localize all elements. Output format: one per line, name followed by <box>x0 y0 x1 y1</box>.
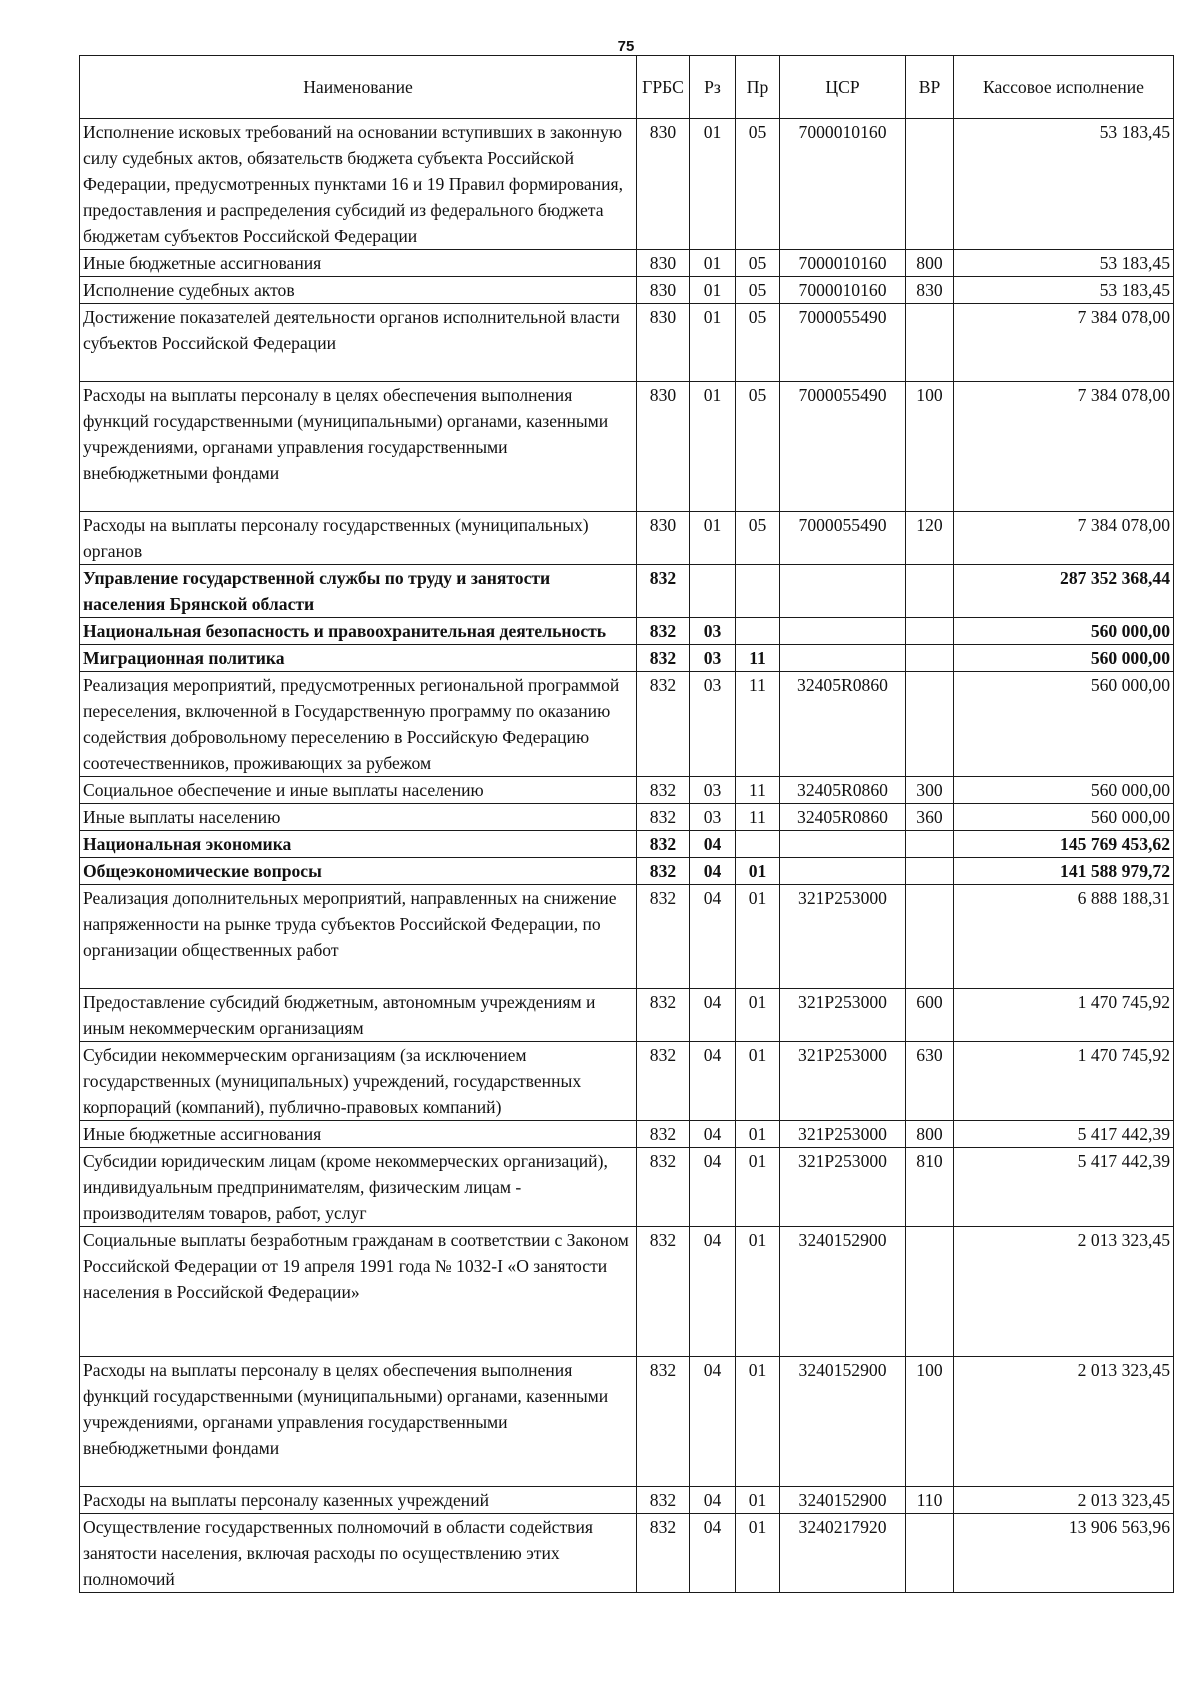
row-grbs: 832 <box>637 645 690 672</box>
row-vr <box>906 885 954 989</box>
row-amount: 1 470 745,92 <box>954 1042 1174 1121</box>
row-amount: 560 000,00 <box>954 672 1174 777</box>
row-amount: 5 417 442,39 <box>954 1121 1174 1148</box>
row-rz: 04 <box>690 858 736 885</box>
row-pr: 05 <box>736 382 780 512</box>
row-vr: 100 <box>906 382 954 512</box>
row-amount: 145 769 453,62 <box>954 831 1174 858</box>
row-name: Расходы на выплаты персоналу государственных (муниципальных) органов <box>80 512 637 565</box>
row-rz: 01 <box>690 512 736 565</box>
row-pr <box>736 618 780 645</box>
row-csr: 7000055490 <box>780 512 906 565</box>
row-grbs: 832 <box>637 989 690 1042</box>
table-body <box>80 119 1174 1593</box>
row-grbs: 832 <box>637 1148 690 1227</box>
row-pr: 11 <box>736 777 780 804</box>
row-name: Национальная безопасность и правоохранительная деятельность <box>80 618 637 645</box>
header-vr: ВР <box>906 56 954 119</box>
row-amount: 560 000,00 <box>954 618 1174 645</box>
table-row <box>80 277 1174 304</box>
row-rz: 04 <box>690 1121 736 1148</box>
row-rz: 01 <box>690 382 736 512</box>
row-grbs: 832 <box>637 672 690 777</box>
row-grbs: 832 <box>637 777 690 804</box>
row-name: Достижение показателей деятельности органов исполнительной власти субъектов Российской Федерации <box>80 304 637 382</box>
row-pr: 01 <box>736 1042 780 1121</box>
row-vr: 800 <box>906 250 954 277</box>
row-grbs: 832 <box>637 618 690 645</box>
row-csr: 7000055490 <box>780 382 906 512</box>
row-rz: 04 <box>690 1514 736 1593</box>
row-pr: 05 <box>736 119 780 250</box>
row-name: Исполнение судебных актов <box>80 277 637 304</box>
row-amount: 53 183,45 <box>954 250 1174 277</box>
row-grbs: 832 <box>637 831 690 858</box>
row-amount: 1 470 745,92 <box>954 989 1174 1042</box>
row-pr <box>736 831 780 858</box>
table-row <box>80 989 1174 1042</box>
row-rz: 04 <box>690 1227 736 1357</box>
row-grbs: 830 <box>637 250 690 277</box>
row-rz: 03 <box>690 618 736 645</box>
row-rz: 03 <box>690 645 736 672</box>
row-amount: 7 384 078,00 <box>954 304 1174 382</box>
row-pr: 11 <box>736 672 780 777</box>
row-grbs: 830 <box>637 277 690 304</box>
row-amount: 2 013 323,45 <box>954 1227 1174 1357</box>
row-amount: 141 588 979,72 <box>954 858 1174 885</box>
row-name: Субсидии некоммерческим организациям (за исключением государственных (муниципальных) учреждений, государственных корпораций (компаний), публично-правовых компаний) <box>80 1042 637 1121</box>
row-rz: 04 <box>690 989 736 1042</box>
row-csr: 7000010160 <box>780 119 906 250</box>
row-pr: 01 <box>736 1487 780 1514</box>
row-grbs: 832 <box>637 1487 690 1514</box>
row-csr: 32405R0860 <box>780 777 906 804</box>
row-pr <box>736 565 780 618</box>
table-row <box>80 858 1174 885</box>
table-row <box>80 1148 1174 1227</box>
row-vr: 110 <box>906 1487 954 1514</box>
row-name: Миграционная политика <box>80 645 637 672</box>
row-grbs: 832 <box>637 1042 690 1121</box>
row-vr: 100 <box>906 1357 954 1487</box>
row-grbs: 832 <box>637 858 690 885</box>
table-row <box>80 618 1174 645</box>
row-grbs: 832 <box>637 1227 690 1357</box>
row-csr: 3240152900 <box>780 1487 906 1514</box>
row-name: Социальные выплаты безработным гражданам в соответствии с Законом Российской Федерации от 19 апреля 1991 года № 1032-I «О занятости населения в Российской Федерации» <box>80 1227 637 1357</box>
table-row <box>80 1487 1174 1514</box>
row-name: Расходы на выплаты персоналу казенных учреждений <box>80 1487 637 1514</box>
table-row <box>80 1227 1174 1357</box>
row-csr: 321P253000 <box>780 989 906 1042</box>
row-csr: 7000010160 <box>780 250 906 277</box>
row-pr: 01 <box>736 1148 780 1227</box>
row-vr: 630 <box>906 1042 954 1121</box>
row-grbs: 832 <box>637 1357 690 1487</box>
table-row <box>80 831 1174 858</box>
table-row <box>80 777 1174 804</box>
row-amount: 2 013 323,45 <box>954 1487 1174 1514</box>
row-csr: 321P253000 <box>780 1042 906 1121</box>
table-row <box>80 250 1174 277</box>
header-row <box>80 56 1174 119</box>
header-pr: Пр <box>736 56 780 119</box>
row-vr <box>906 672 954 777</box>
row-csr: 321P253000 <box>780 1148 906 1227</box>
row-name: Иные выплаты населению <box>80 804 637 831</box>
row-grbs: 830 <box>637 382 690 512</box>
row-vr <box>906 858 954 885</box>
row-csr <box>780 831 906 858</box>
row-csr: 3240152900 <box>780 1227 906 1357</box>
row-grbs: 832 <box>637 565 690 618</box>
header-amount: Кассовое исполнение <box>954 56 1174 119</box>
row-csr <box>780 858 906 885</box>
table-header <box>80 56 1174 119</box>
row-rz: 04 <box>690 885 736 989</box>
row-vr: 810 <box>906 1148 954 1227</box>
row-rz: 04 <box>690 1148 736 1227</box>
table-row <box>80 1121 1174 1148</box>
row-csr: 7000055490 <box>780 304 906 382</box>
row-pr: 11 <box>736 645 780 672</box>
header-name: Наименование <box>80 56 637 119</box>
row-pr: 05 <box>736 304 780 382</box>
row-amount: 6 888 188,31 <box>954 885 1174 989</box>
row-csr: 3240217920 <box>780 1514 906 1593</box>
row-vr: 800 <box>906 1121 954 1148</box>
row-amount: 287 352 368,44 <box>954 565 1174 618</box>
row-grbs: 832 <box>637 1514 690 1593</box>
row-name: Осуществление государственных полномочий в области содействия занятости населения, включая расходы по осуществлению этих полномочий <box>80 1514 637 1593</box>
table-row <box>80 804 1174 831</box>
table-row <box>80 645 1174 672</box>
row-csr <box>780 645 906 672</box>
row-pr: 11 <box>736 804 780 831</box>
row-rz: 03 <box>690 672 736 777</box>
row-name: Исполнение исковых требований на основании вступивших в законную силу судебных актов, обязательств бюджета субъекта Российской Федерации, предусмотренных пунктами 16 и 19 Правил формирования, предоставления и распределения субсидий из федерального бюджета бюджетам субъектов Российской Федерации <box>80 119 637 250</box>
row-name: Субсидии юридическим лицам (кроме некоммерческих организаций), индивидуальным предпринимателям, физическим лицам - производителям товаров, работ, услуг <box>80 1148 637 1227</box>
row-vr <box>906 119 954 250</box>
row-csr: 321P253000 <box>780 885 906 989</box>
row-amount: 7 384 078,00 <box>954 382 1174 512</box>
row-name: Иные бюджетные ассигнования <box>80 250 637 277</box>
row-vr <box>906 1227 954 1357</box>
row-pr: 01 <box>736 989 780 1042</box>
row-pr: 01 <box>736 885 780 989</box>
row-amount: 5 417 442,39 <box>954 1148 1174 1227</box>
row-amount: 560 000,00 <box>954 645 1174 672</box>
row-vr <box>906 565 954 618</box>
row-pr: 01 <box>736 858 780 885</box>
table-row <box>80 119 1174 250</box>
row-vr <box>906 831 954 858</box>
row-grbs: 830 <box>637 304 690 382</box>
row-grbs: 830 <box>637 512 690 565</box>
row-vr <box>906 618 954 645</box>
table-row <box>80 1357 1174 1487</box>
row-name: Национальная экономика <box>80 831 637 858</box>
row-amount: 53 183,45 <box>954 119 1174 250</box>
row-vr: 600 <box>906 989 954 1042</box>
row-rz: 01 <box>690 119 736 250</box>
header-grbs: ГРБС <box>637 56 690 119</box>
row-csr <box>780 565 906 618</box>
row-csr: 3240152900 <box>780 1357 906 1487</box>
row-csr: 321P253000 <box>780 1121 906 1148</box>
table-row <box>80 565 1174 618</box>
row-amount: 560 000,00 <box>954 777 1174 804</box>
row-rz: 03 <box>690 804 736 831</box>
row-pr: 05 <box>736 277 780 304</box>
row-name: Реализация дополнительных мероприятий, направленных на снижение напряженности на рынке труда субъектов Российской Федерации, по организации общественных работ <box>80 885 637 989</box>
row-vr: 830 <box>906 277 954 304</box>
row-rz <box>690 565 736 618</box>
row-csr: 7000010160 <box>780 277 906 304</box>
table-row <box>80 512 1174 565</box>
row-pr: 01 <box>736 1514 780 1593</box>
row-rz: 04 <box>690 1042 736 1121</box>
row-amount: 560 000,00 <box>954 804 1174 831</box>
row-csr <box>780 618 906 645</box>
table-row <box>80 672 1174 777</box>
row-vr <box>906 1514 954 1593</box>
row-vr <box>906 645 954 672</box>
row-name: Общеэкономические вопросы <box>80 858 637 885</box>
row-pr: 05 <box>736 250 780 277</box>
row-pr: 01 <box>736 1227 780 1357</box>
row-vr: 300 <box>906 777 954 804</box>
row-rz: 04 <box>690 831 736 858</box>
row-name: Управление государственной службы по труду и занятости населения Брянской области <box>80 565 637 618</box>
table-row <box>80 1514 1174 1593</box>
header-csr: ЦСР <box>780 56 906 119</box>
row-rz: 04 <box>690 1357 736 1487</box>
page-number: 75 <box>617 38 635 55</box>
row-grbs: 832 <box>637 804 690 831</box>
row-pr: 01 <box>736 1121 780 1148</box>
table-row <box>80 304 1174 382</box>
row-rz: 01 <box>690 304 736 382</box>
row-csr: 32405R0860 <box>780 804 906 831</box>
row-name: Расходы на выплаты персоналу в целях обеспечения выполнения функций государственными (муниципальными) органами, казенными учреждениями, органами управления государственными внебюджетными фондами <box>80 382 637 512</box>
table-row <box>80 885 1174 989</box>
row-amount: 2 013 323,45 <box>954 1357 1174 1487</box>
row-rz: 04 <box>690 1487 736 1514</box>
row-name: Реализация мероприятий, предусмотренных региональной программой переселения, включенной в Государственную программу по оказанию содействия добровольному переселению в Российскую Федерацию соотечественников, проживающих за рубежом <box>80 672 637 777</box>
row-pr: 01 <box>736 1357 780 1487</box>
row-amount: 7 384 078,00 <box>954 512 1174 565</box>
row-rz: 03 <box>690 777 736 804</box>
row-grbs: 832 <box>637 885 690 989</box>
table-row <box>80 382 1174 512</box>
row-amount: 13 906 563,96 <box>954 1514 1174 1593</box>
row-grbs: 832 <box>637 1121 690 1148</box>
row-csr: 32405R0860 <box>780 672 906 777</box>
budget-table <box>79 55 1174 1593</box>
row-amount: 53 183,45 <box>954 277 1174 304</box>
row-rz: 01 <box>690 250 736 277</box>
row-vr: 360 <box>906 804 954 831</box>
row-vr <box>906 304 954 382</box>
row-rz: 01 <box>690 277 736 304</box>
row-vr: 120 <box>906 512 954 565</box>
row-name: Иные бюджетные ассигнования <box>80 1121 637 1148</box>
row-name: Предоставление субсидий бюджетным, автономным учреждениям и иным некоммерческим организациям <box>80 989 637 1042</box>
table-row <box>80 1042 1174 1121</box>
row-name: Социальное обеспечение и иные выплаты населению <box>80 777 637 804</box>
header-rz: Рз <box>690 56 736 119</box>
row-pr: 05 <box>736 512 780 565</box>
row-name: Расходы на выплаты персоналу в целях обеспечения выполнения функций государственными (муниципальными) органами, казенными учреждениями, органами управления государственными внебюджетными фондами <box>80 1357 637 1487</box>
row-grbs: 830 <box>637 119 690 250</box>
